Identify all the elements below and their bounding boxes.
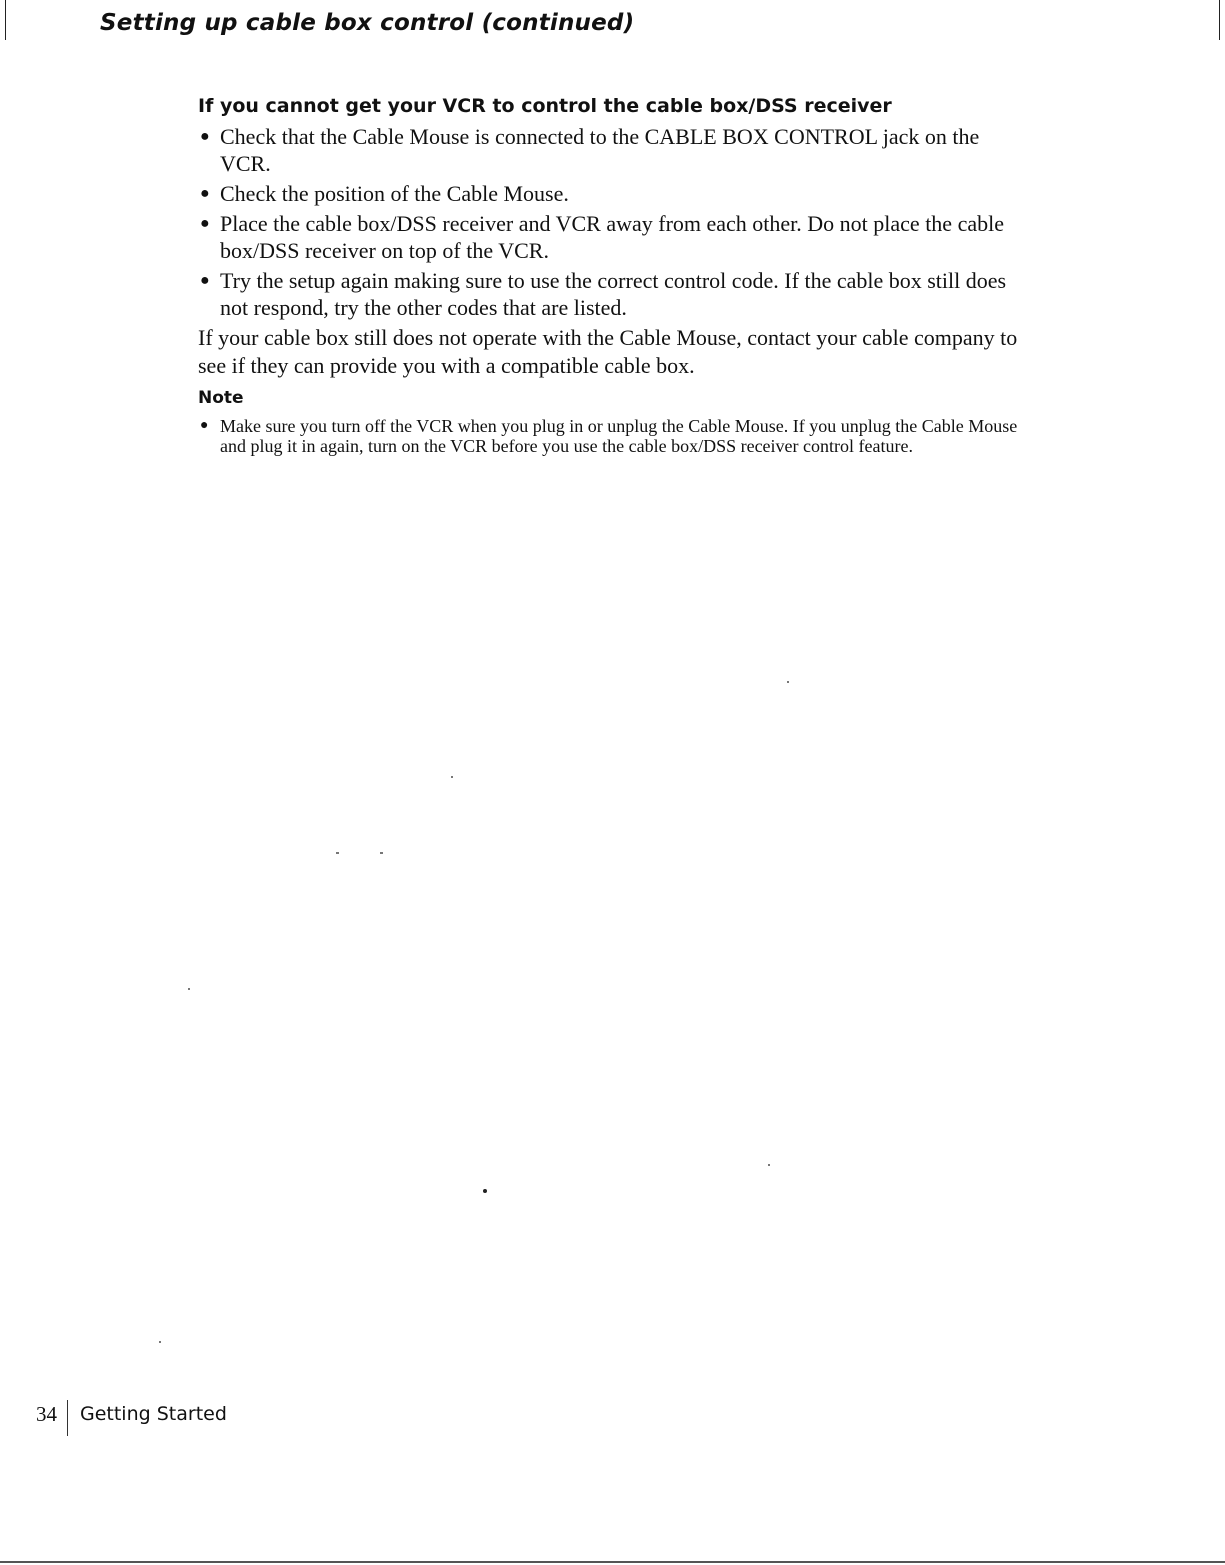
- note-list: [198, 416, 1018, 456]
- list-item: [198, 123, 1018, 177]
- list-item: [198, 267, 1018, 321]
- left-edge-mark: [5, 0, 6, 40]
- note-item: [198, 416, 1018, 456]
- right-edge-mark: [1219, 0, 1220, 40]
- note-item-text: Make sure you turn off the VCR when you plug in or unplug the Cable Mouse. If you unplug the Cable Mouse and plug it in again, turn on the VCR before you use the cable box/DSS receiver control feature.: [220, 416, 1018, 456]
- scan-speck: [188, 988, 190, 990]
- list-item-text: Try the setup again making sure to use the correct control code. If the cable box still does not respond, try the other codes that are listed.: [220, 268, 1007, 320]
- scan-speck: [483, 1189, 487, 1193]
- footer-divider: [67, 1400, 68, 1436]
- bullet-icon: ●: [200, 272, 210, 289]
- scan-speck: [380, 852, 383, 854]
- list-item: [198, 180, 1018, 207]
- page-footer: [36, 1392, 227, 1436]
- contact-paragraph: If your cable box still does not operate with the Cable Mouse, contact your cable company to see if they can provide you with a compatible cable box.: [198, 325, 1018, 378]
- footer-section-name: Getting Started: [80, 1403, 227, 1425]
- troubleshooting-list: [198, 123, 1018, 321]
- list-item-text: Check that the Cable Mouse is connected to the CABLE BOX CONTROL jack on the VCR.: [220, 124, 980, 176]
- list-item: [198, 210, 1018, 264]
- bullet-icon: ●: [200, 418, 209, 433]
- scan-speck: [451, 776, 453, 778]
- scan-speck: [159, 1341, 161, 1343]
- scan-speck: [336, 852, 339, 854]
- page-number: 34: [36, 1401, 57, 1426]
- bottom-rule: [0, 1561, 1225, 1563]
- page-title: Setting up cable box control (continued): [100, 10, 635, 36]
- bullet-icon: ●: [200, 215, 210, 232]
- note-label: Note: [198, 388, 244, 408]
- list-item-text: Check the position of the Cable Mouse.: [220, 181, 569, 206]
- list-item-text: Place the cable box/DSS receiver and VCR away from each other. Do not place the cable box/DSS receiver on top of the VCR.: [220, 211, 1004, 263]
- section-heading: If you cannot get your VCR to control the cable box/DSS receiver: [198, 95, 892, 117]
- bullet-icon: ●: [200, 185, 210, 202]
- scan-speck: [768, 1164, 770, 1166]
- bullet-icon: ●: [200, 128, 210, 145]
- scan-speck: [787, 681, 789, 683]
- main-content: [198, 95, 1018, 456]
